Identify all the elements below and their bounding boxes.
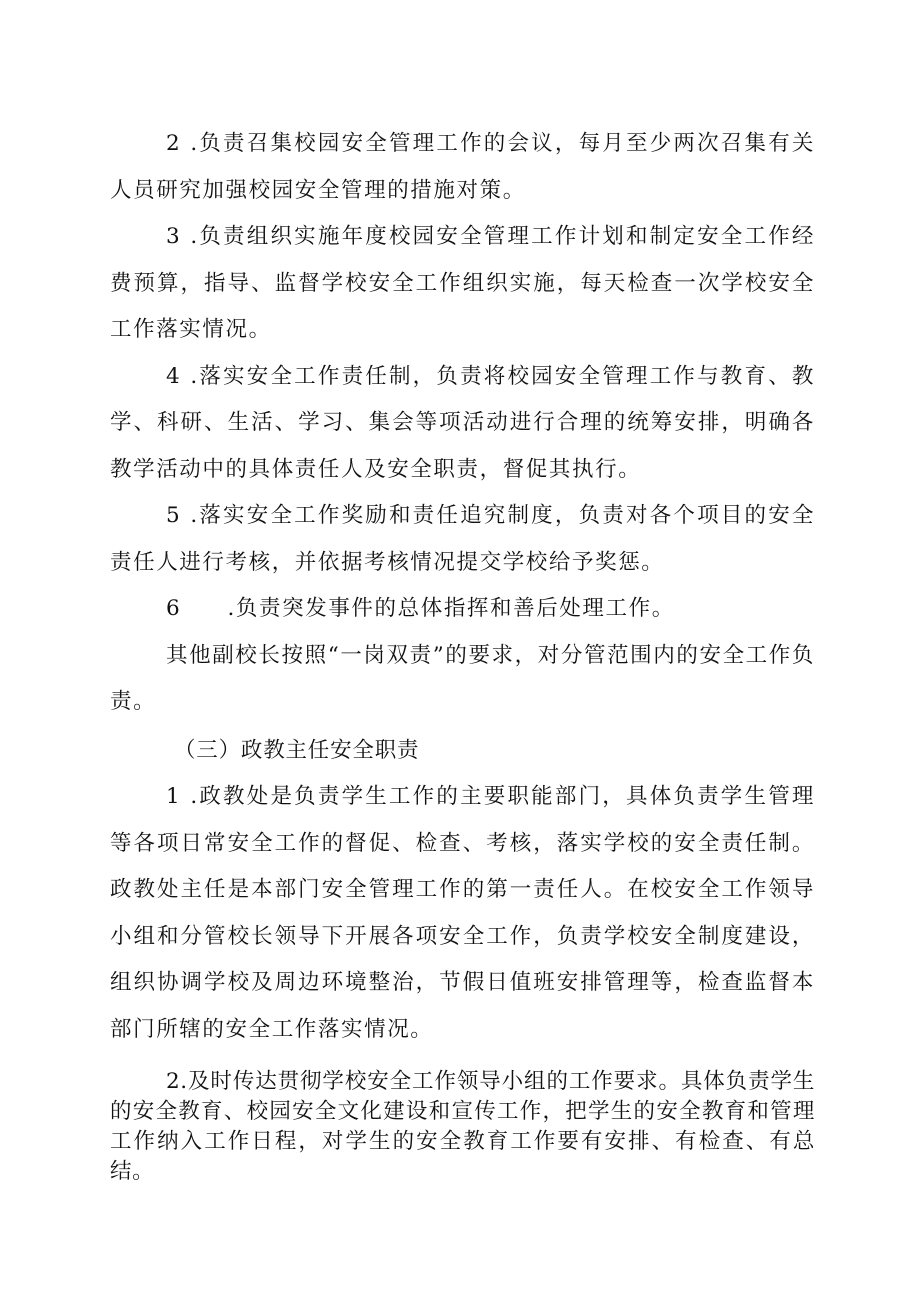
paragraph-item-6: 6 .负责突发事件的总体指挥和善后处理工作。 (166, 596, 675, 621)
section-heading: （三）政教主任安全职责 (174, 737, 420, 763)
paragraph-item-2: 2 .负责召集校园安全管理工作的会议，每月至少两次召集有关人员研究加强校园安全管理的措施对策。 (110, 131, 815, 203)
paragraph-item-3: 3 .负责组织实施年度校园安全管理工作计划和制定安全工作经费预算，指导、监督学校安全工作组织实施，每天检查一次学校安全工作落实情况。 (110, 224, 815, 342)
document-body (110, 121, 815, 1187)
paragraph-item-5: 5 .落实安全工作奖励和责任追究制度，负责对各个项目的安全责任人进行考核，并依据考核情况提交学校给予奖惩。 (110, 503, 815, 575)
paragraph-political-dept-2: 2.及时传达贯彻学校安全工作领导小组的工作要求。具体负责学生的安全教育、校园安全文化建设和宣传工作，把学生的安全教育和管理工作纳入工作日程，对学生的安全教育工作要有安排、有检查、有总结。 (110, 1069, 815, 1184)
paragraph-other-vice-principals: 其他副校长按照“一岗双责”的要求，对分管范围内的安全工作负责。 (110, 642, 815, 714)
paragraph-item-4: 4 .落实安全工作责任制，负责将校园安全管理工作与教育、教学、科研、生活、学习、集会等项活动进行合理的统筹安排，明确各教学活动中的具体责任人及安全职责，督促其执行。 (110, 363, 815, 482)
paragraph-political-dept-1: 1 .政教处是负责学生工作的主要职能部门，具体负责学生管理等各项日常安全工作的督促、检查、考核，落实学校的安全责任制。政教处主任是本部门安全管理工作的第一责任人。在校安全工作领导小组和分管校长领导下开展各项安全工作，负责学校安全制度建设，组织协调学校及周边环境整治，节假日值班安排管理等，检查监督本部门所辖的安全工作落实情况。 (110, 784, 815, 1042)
